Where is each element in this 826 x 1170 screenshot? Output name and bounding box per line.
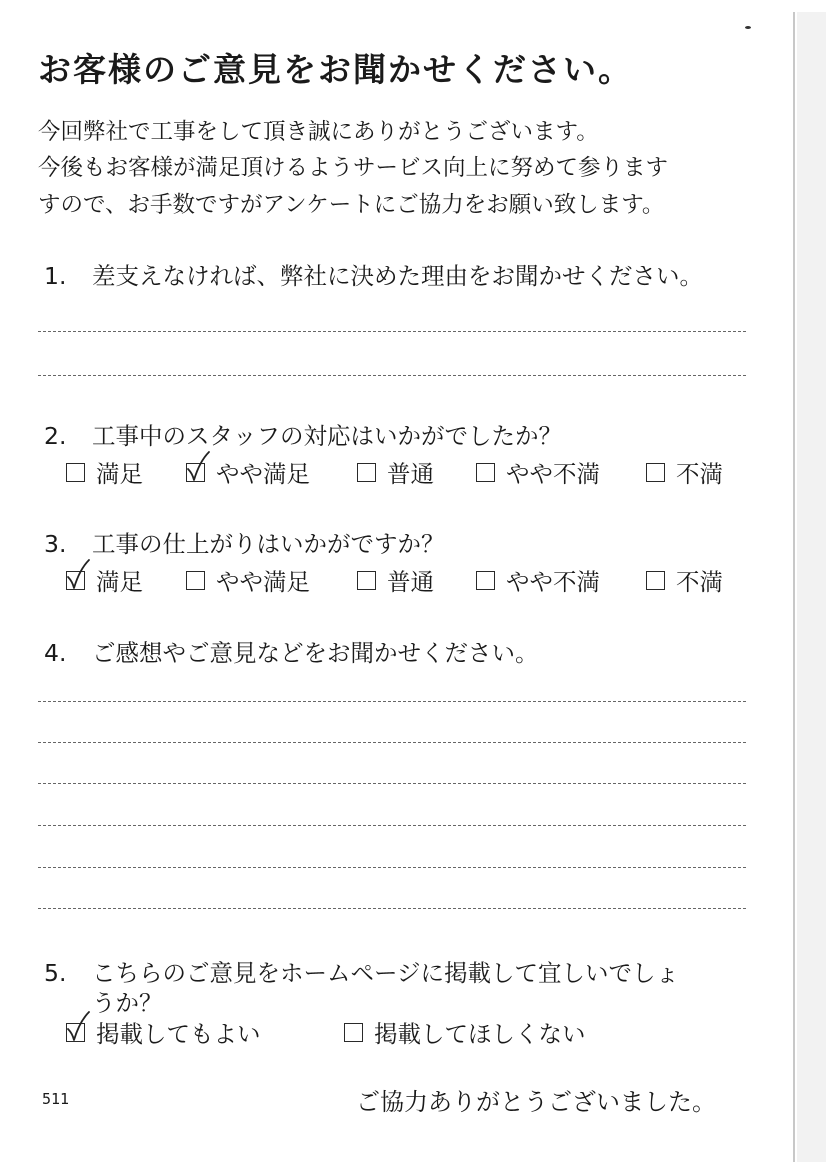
checkbox[interactable]	[476, 571, 495, 590]
answer-line[interactable]	[38, 375, 746, 376]
q5-option-allow-publish[interactable]	[66, 1015, 261, 1049]
question-5-text-line-2: うか？	[92, 989, 163, 1017]
option-label: 普通	[387, 568, 434, 596]
option-label: 不満	[676, 568, 723, 596]
answer-line[interactable]	[38, 825, 746, 826]
question-1-number: 1.	[44, 262, 67, 290]
option-label: 掲載してほしくない	[374, 1020, 586, 1048]
checkmark-stroke	[68, 560, 89, 588]
scan-edge-strip	[797, 12, 826, 1162]
q3-option-satisfied[interactable]	[66, 563, 143, 597]
scan-edge-line	[793, 12, 795, 1162]
intro-line-2: 今後もお客様が満足頂けるようサービス向上に努めて参ります	[38, 155, 669, 181]
q3-option-neutral[interactable]	[357, 563, 434, 597]
option-label: 普通	[387, 460, 434, 488]
question-5-number: 5.	[44, 959, 67, 987]
option-label: 満足	[96, 460, 143, 488]
checkmark-stroke	[188, 452, 209, 480]
checkbox[interactable]	[186, 463, 205, 482]
question-4-text: ご感想やご意見などをお聞かせください。	[92, 639, 539, 667]
answer-line[interactable]	[38, 331, 746, 332]
answer-line[interactable]	[38, 742, 746, 743]
option-label: 満足	[96, 568, 143, 596]
intro-line-3: すので、お手数ですがアンケートにご協力をお願い致します。	[38, 192, 665, 218]
question-3-text: 工事の仕上がりはいかがですか？	[92, 530, 445, 558]
question-3-number: 3.	[44, 530, 67, 558]
q2-option-somewhat-satisfied[interactable]	[186, 455, 310, 489]
option-label: やや満足	[216, 460, 310, 488]
closing-thanks: ご協力ありがとうございました。	[356, 1088, 716, 1116]
question-2-text: 工事中のスタッフの対応はいかがでしたか？	[92, 422, 562, 450]
scan-speck	[745, 26, 751, 29]
q5-option-do-not-publish[interactable]	[344, 1015, 586, 1049]
checkbox[interactable]	[476, 463, 495, 482]
question-3-options	[66, 563, 756, 597]
checkbox[interactable]	[186, 571, 205, 590]
answer-line[interactable]	[38, 867, 746, 868]
question-3	[44, 525, 445, 559]
question-2-options	[66, 455, 756, 489]
checkmark-icon	[185, 450, 211, 482]
page-number: 511	[42, 1090, 70, 1108]
q2-option-neutral[interactable]	[357, 455, 434, 489]
checkbox[interactable]	[646, 463, 665, 482]
checkbox[interactable]	[344, 1023, 363, 1042]
question-5-text-line-1: こちらのご意見をホームページに掲載して宜しいでしょ	[92, 959, 680, 987]
q3-option-dissatisfied[interactable]	[646, 563, 723, 597]
option-label: 掲載してもよい	[96, 1020, 261, 1048]
checkbox[interactable]	[646, 571, 665, 590]
answer-line[interactable]	[38, 701, 746, 702]
question-5	[44, 954, 679, 988]
checkbox[interactable]	[66, 463, 85, 482]
checkbox[interactable]	[66, 571, 85, 590]
q3-option-somewhat-dissatisfied[interactable]	[476, 563, 600, 597]
intro-line-1: 今回弊社で工事をして頂き誠にありがとうございます。	[38, 119, 599, 145]
question-2-number: 2.	[44, 422, 67, 450]
question-5-options	[66, 1015, 756, 1049]
option-label: やや不満	[506, 568, 600, 596]
question-1	[44, 257, 703, 291]
q3-option-somewhat-satisfied[interactable]	[186, 563, 310, 597]
checkmark-icon	[65, 1010, 91, 1042]
q2-option-somewhat-dissatisfied[interactable]	[476, 455, 600, 489]
checkbox[interactable]	[357, 571, 376, 590]
option-label: やや満足	[216, 568, 310, 596]
q2-option-satisfied[interactable]	[66, 455, 143, 489]
checkbox[interactable]	[66, 1023, 85, 1042]
survey-title: お客様のご意見をお聞かせください。	[38, 50, 633, 89]
question-2	[44, 417, 562, 451]
question-4	[44, 634, 539, 668]
question-1-text: 差支えなければ、弊社に決めた理由をお聞かせください。	[92, 262, 703, 290]
checkbox[interactable]	[357, 463, 376, 482]
checkmark-stroke	[68, 1012, 89, 1040]
option-label: やや不満	[506, 460, 600, 488]
answer-line[interactable]	[38, 783, 746, 784]
q2-option-dissatisfied[interactable]	[646, 455, 723, 489]
answer-line[interactable]	[38, 908, 746, 909]
checkmark-icon	[65, 558, 91, 590]
option-label: 不満	[676, 460, 723, 488]
question-4-number: 4.	[44, 639, 67, 667]
